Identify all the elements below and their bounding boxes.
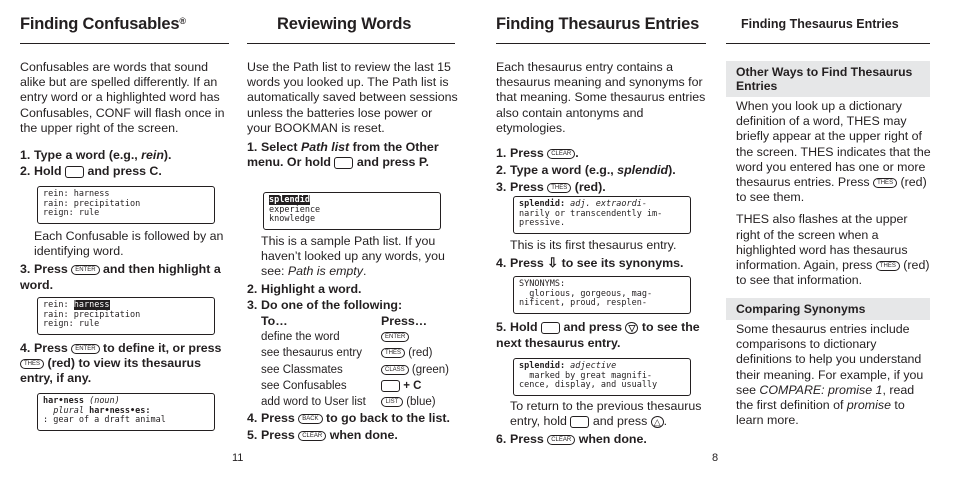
table-header: To… Press… (261, 314, 428, 329)
subsection-heading: Other Ways to Find Thesaurus Entries (726, 61, 930, 97)
page-number: 11 (232, 452, 244, 464)
step-3: 3. Do one of the following: (247, 297, 403, 312)
blank-key-icon (65, 166, 84, 178)
body-text: THES also flashes at the upper right of the screen when a highlighted word has thesaurus information. Again, press THES (red) to see that information. (736, 212, 930, 288)
lcd-screen: splendid experience knowledge (263, 192, 441, 230)
lcd-screen: har•ness (noun) plural har•ness•es: : gear of a draft animal (37, 393, 215, 431)
lcd-screen: rein: harness rain: precipitation reign: rule (37, 186, 215, 224)
step-4: 4. Press BACK to go back to the list. (247, 411, 450, 426)
table-row: see Classmates CLASS (green) (261, 363, 449, 376)
lcd-screen: splendid: adjective marked by great magnifi- cence, display, and usually (513, 358, 691, 396)
step-2: 2. Hold and press C. (20, 164, 162, 179)
step-3: 3. Press ENTER and then highlight a word. (20, 262, 221, 292)
table-row: define the word ENTER (261, 329, 459, 345)
step-2: 2. Highlight a word. (247, 281, 362, 296)
intro-text: Confusables are words that sound alike but are spelled differently. If an entry word or a highlighted word has Confusables, CONF will flash once in the upper right of the screen. (20, 60, 225, 135)
list-key-icon: LIST (381, 397, 403, 407)
up-key-icon: △ (651, 416, 664, 428)
step-5: 5. Hold and press ▽ to see the next thesaurus entry. (496, 320, 700, 351)
note-text: This is a sample Path list. If you haven’t looked up any words, you see: Path is empty. (261, 234, 445, 279)
step-1: 1. Select Path list from the Other menu. Or hold and press P. (247, 140, 439, 170)
step-4: 4. Press ⇩ to see its synonyms. (496, 255, 684, 271)
clear-key-icon: CLEAR (298, 431, 326, 441)
page-title: Finding Confusables® (20, 15, 186, 33)
back-key-icon: BACK (298, 414, 322, 424)
step-5: 5. Press CLEAR when done. (247, 428, 398, 443)
step-1: 1. Type a word (e.g., rein). (20, 148, 172, 163)
section-title: Finding Thesaurus Entries (496, 15, 700, 33)
table-row: see Confusables + C (261, 379, 422, 392)
intro-text: Each thesaurus entry contains a thesaurus meaning and synonyms for that meaning. Some thesaurus entries also contain antonyms and etymologies. (496, 60, 706, 135)
title-rule (247, 43, 455, 44)
thes-key-icon: THES (20, 359, 44, 369)
title-rule (20, 43, 229, 44)
title-rule (726, 43, 930, 44)
subsection-heading: Comparing Synonyms (726, 298, 930, 320)
intro-text: Use the Path list to review the last 15 words you looked up. The Path list is automatically saved between sessions unless the batteries lose power or your BOOKMAN is reset. (247, 60, 458, 135)
body-text: Some thesaurus entries include comparisons to dictionary definitions to help you understand their meaning. For example, if you see COMPARE: promise 1, read the first definition of promise to learn more. (736, 322, 924, 428)
body-text: When you look up a dictionary definition of a word, THES may briefly appear at the upper right of the screen. THES indicates that the word you entered has one or more thesaurus entries. Press THES (red) to see them. (736, 99, 931, 205)
table-row: see thesaurus entry THES (red) (261, 347, 433, 360)
note-text: This is its first thesaurus entry. (510, 238, 677, 252)
enter-key-icon: ENTER (71, 265, 99, 275)
enter-key-icon: ENTER (71, 344, 99, 354)
down-arrow-icon: ⇩ (547, 255, 559, 271)
lcd-screen: rein: harness rain: precipitation reign: rule (37, 297, 215, 335)
blank-key-icon (381, 380, 400, 392)
clear-key-icon: CLEAR (547, 149, 575, 159)
thes-key-icon: THES (547, 183, 571, 193)
step-3: 3. Press THES (red). (496, 180, 606, 195)
note-text: To return to the previous thesaurus entry, hold and press △ . (510, 399, 702, 429)
clear-key-icon: CLEAR (547, 435, 575, 445)
class-key-icon: CLASS (381, 365, 409, 375)
column-body (20, 60, 232, 179)
action-table (247, 313, 459, 410)
blank-key-icon (334, 157, 353, 169)
thes-key-icon: THES (381, 348, 405, 358)
running-header: Finding Thesaurus Entries (741, 17, 899, 31)
enter-key-icon: ENTER (381, 332, 409, 342)
title-rule (496, 43, 706, 44)
step-6: 6. Press CLEAR when done. (496, 432, 647, 447)
page-number: 8 (712, 452, 719, 464)
step-2: 2. Type a word (e.g., splendid). (496, 163, 676, 178)
thes-key-icon: THES (873, 178, 897, 188)
down-key-icon: ▽ (625, 322, 638, 334)
section-title: Reviewing Words (277, 15, 412, 33)
lcd-screen: SYNONYMS: glorious, gorgeous, mag- nificent, proud, resplen- (513, 276, 691, 314)
table-row: add word to User list LIST (blue) (261, 395, 436, 408)
step-4: 4. Press ENTER to define it, or press THES (red) to view its thesaurus entry, if any. (20, 341, 222, 386)
blank-key-icon (541, 322, 560, 334)
thes-key-icon: THES (876, 261, 900, 271)
note-text: Each Confusable is followed by an identifying word. (34, 229, 224, 259)
blank-key-icon (570, 416, 589, 428)
lcd-screen: splendid: adj. extraordi- narily or transcendently im- pressive. (513, 196, 691, 234)
step-1: 1. Press CLEAR . (496, 146, 579, 161)
